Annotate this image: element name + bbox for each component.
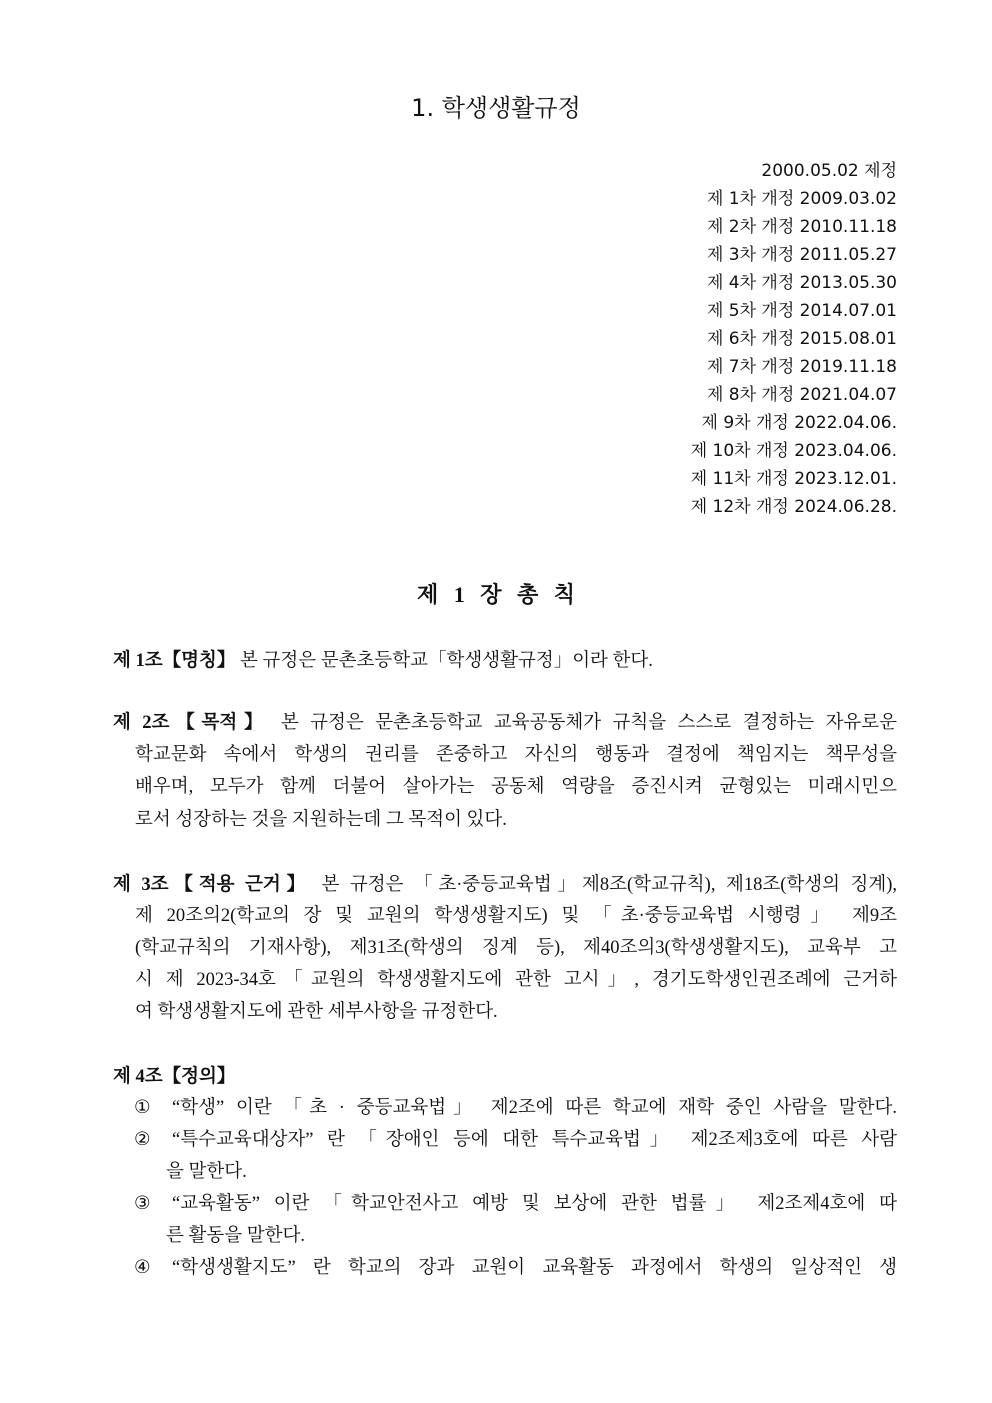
definition-item: “학생” 이란 「초 · 중등교육법」 제2조에 따른 학교에 재학 중인 사람을 말한다. xyxy=(172,1098,897,1118)
revision-line: 제 12차 개정 2024.06.28. xyxy=(690,497,897,517)
revision-line: 제 4차 개정 2013.05.30 xyxy=(706,273,897,293)
article-line: 로서 성장하는 것을 지원하는데 그 목적이 있다. xyxy=(135,810,507,830)
definition-item: “학생생활지도” 란 학교의 장과 교원이 교육활동 과정에서 학생의 일상적인 생 xyxy=(172,1258,897,1278)
definition-item: “특수교육대상자” 란 「장애인 등에 대한 특수교육법」 제2조제3호에 따른 사람 xyxy=(172,1130,897,1150)
article-heading: 제 2조【목적】 xyxy=(113,713,270,733)
revision-line: 제 3차 개정 2011.05.27 xyxy=(706,245,897,265)
article-line xyxy=(113,873,897,897)
article-text: 본 규정은 문촌초등학교 교육공동체가 규칙을 스스로 결정하는 자유로운 xyxy=(280,713,897,733)
article-heading: 제 1조【명칭】 xyxy=(113,651,236,671)
revision-line: 제 6차 개정 2015.08.01 xyxy=(706,329,897,349)
item-number: ② xyxy=(134,1130,151,1150)
revision-line: 제 9차 개정 2022.04.06. xyxy=(701,413,897,433)
revision-line: 제 7차 개정 2019.11.18 xyxy=(706,357,897,377)
item-number: ④ xyxy=(134,1258,151,1278)
article-line: 배우며, 모두가 함께 더불어 살아가는 공동체 역량을 증진시켜 균형있는 미래시민으 xyxy=(135,777,897,797)
revision-line: 제 5차 개정 2014.07.01 xyxy=(706,301,897,321)
revision-line: 제 1차 개정 2009.03.02 xyxy=(706,189,897,209)
revision-line: 제 8차 개정 2021.04.07 xyxy=(706,385,897,405)
article-heading: 제 3조【적용 근거】 xyxy=(113,875,311,895)
article-heading: 제 4조【정의】 xyxy=(113,1067,236,1087)
definition-item: “교육활동” 이란 「학교안전사고 예방 및 보상에 관한 법률」 제2조제4호에 따 xyxy=(172,1194,897,1214)
revision-line: 제 2차 개정 2010.11.18 xyxy=(706,217,897,237)
definition-item: 을 말한다. xyxy=(166,1162,247,1182)
item-number: ③ xyxy=(134,1194,151,1214)
document-title: 1. 학생생활규정 xyxy=(411,94,581,122)
article-line: 제 20조의2(학교의 장 및 교원의 학생생활지도) 및 「초·중등교육법 시행령」 제9조 xyxy=(135,906,897,926)
chapter-heading: 제 1 장 총 칙 xyxy=(416,582,575,607)
article-line: 시 제 2023-34호「교원의 학생생활지도에 관한 고시」, 경기도학생인권조례에 근거하 xyxy=(135,970,897,990)
revision-line: 2000.05.02 제정 xyxy=(761,161,897,181)
article-1 xyxy=(113,649,653,673)
article-line xyxy=(113,711,897,735)
definition-item: 른 활동을 말한다. xyxy=(166,1226,305,1246)
article-line: (학교규칙의 기재사항), 제31조(학생의 징계 등), 제40조의3(학생생활지도), 교육부 고 xyxy=(135,938,897,958)
article-text: 본 규정은 「초·중등교육법」제8조(학교규칙), 제18조(학생의 징계), xyxy=(321,875,898,895)
article-line: 학교문화 속에서 학생의 권리를 존중하고 자신의 행동과 결정에 책임지는 책무성을 xyxy=(135,745,897,765)
item-number: ① xyxy=(134,1098,151,1118)
revision-line: 제 10차 개정 2023.04.06. xyxy=(690,441,897,461)
revision-line: 제 11차 개정 2023.12.01. xyxy=(690,469,897,489)
article-line: 여 학생생활지도에 관한 세부사항을 규정한다. xyxy=(135,1002,498,1022)
article-text: 본 규정은 문촌초등학교「학생생활규정」이라 한다. xyxy=(240,651,653,671)
